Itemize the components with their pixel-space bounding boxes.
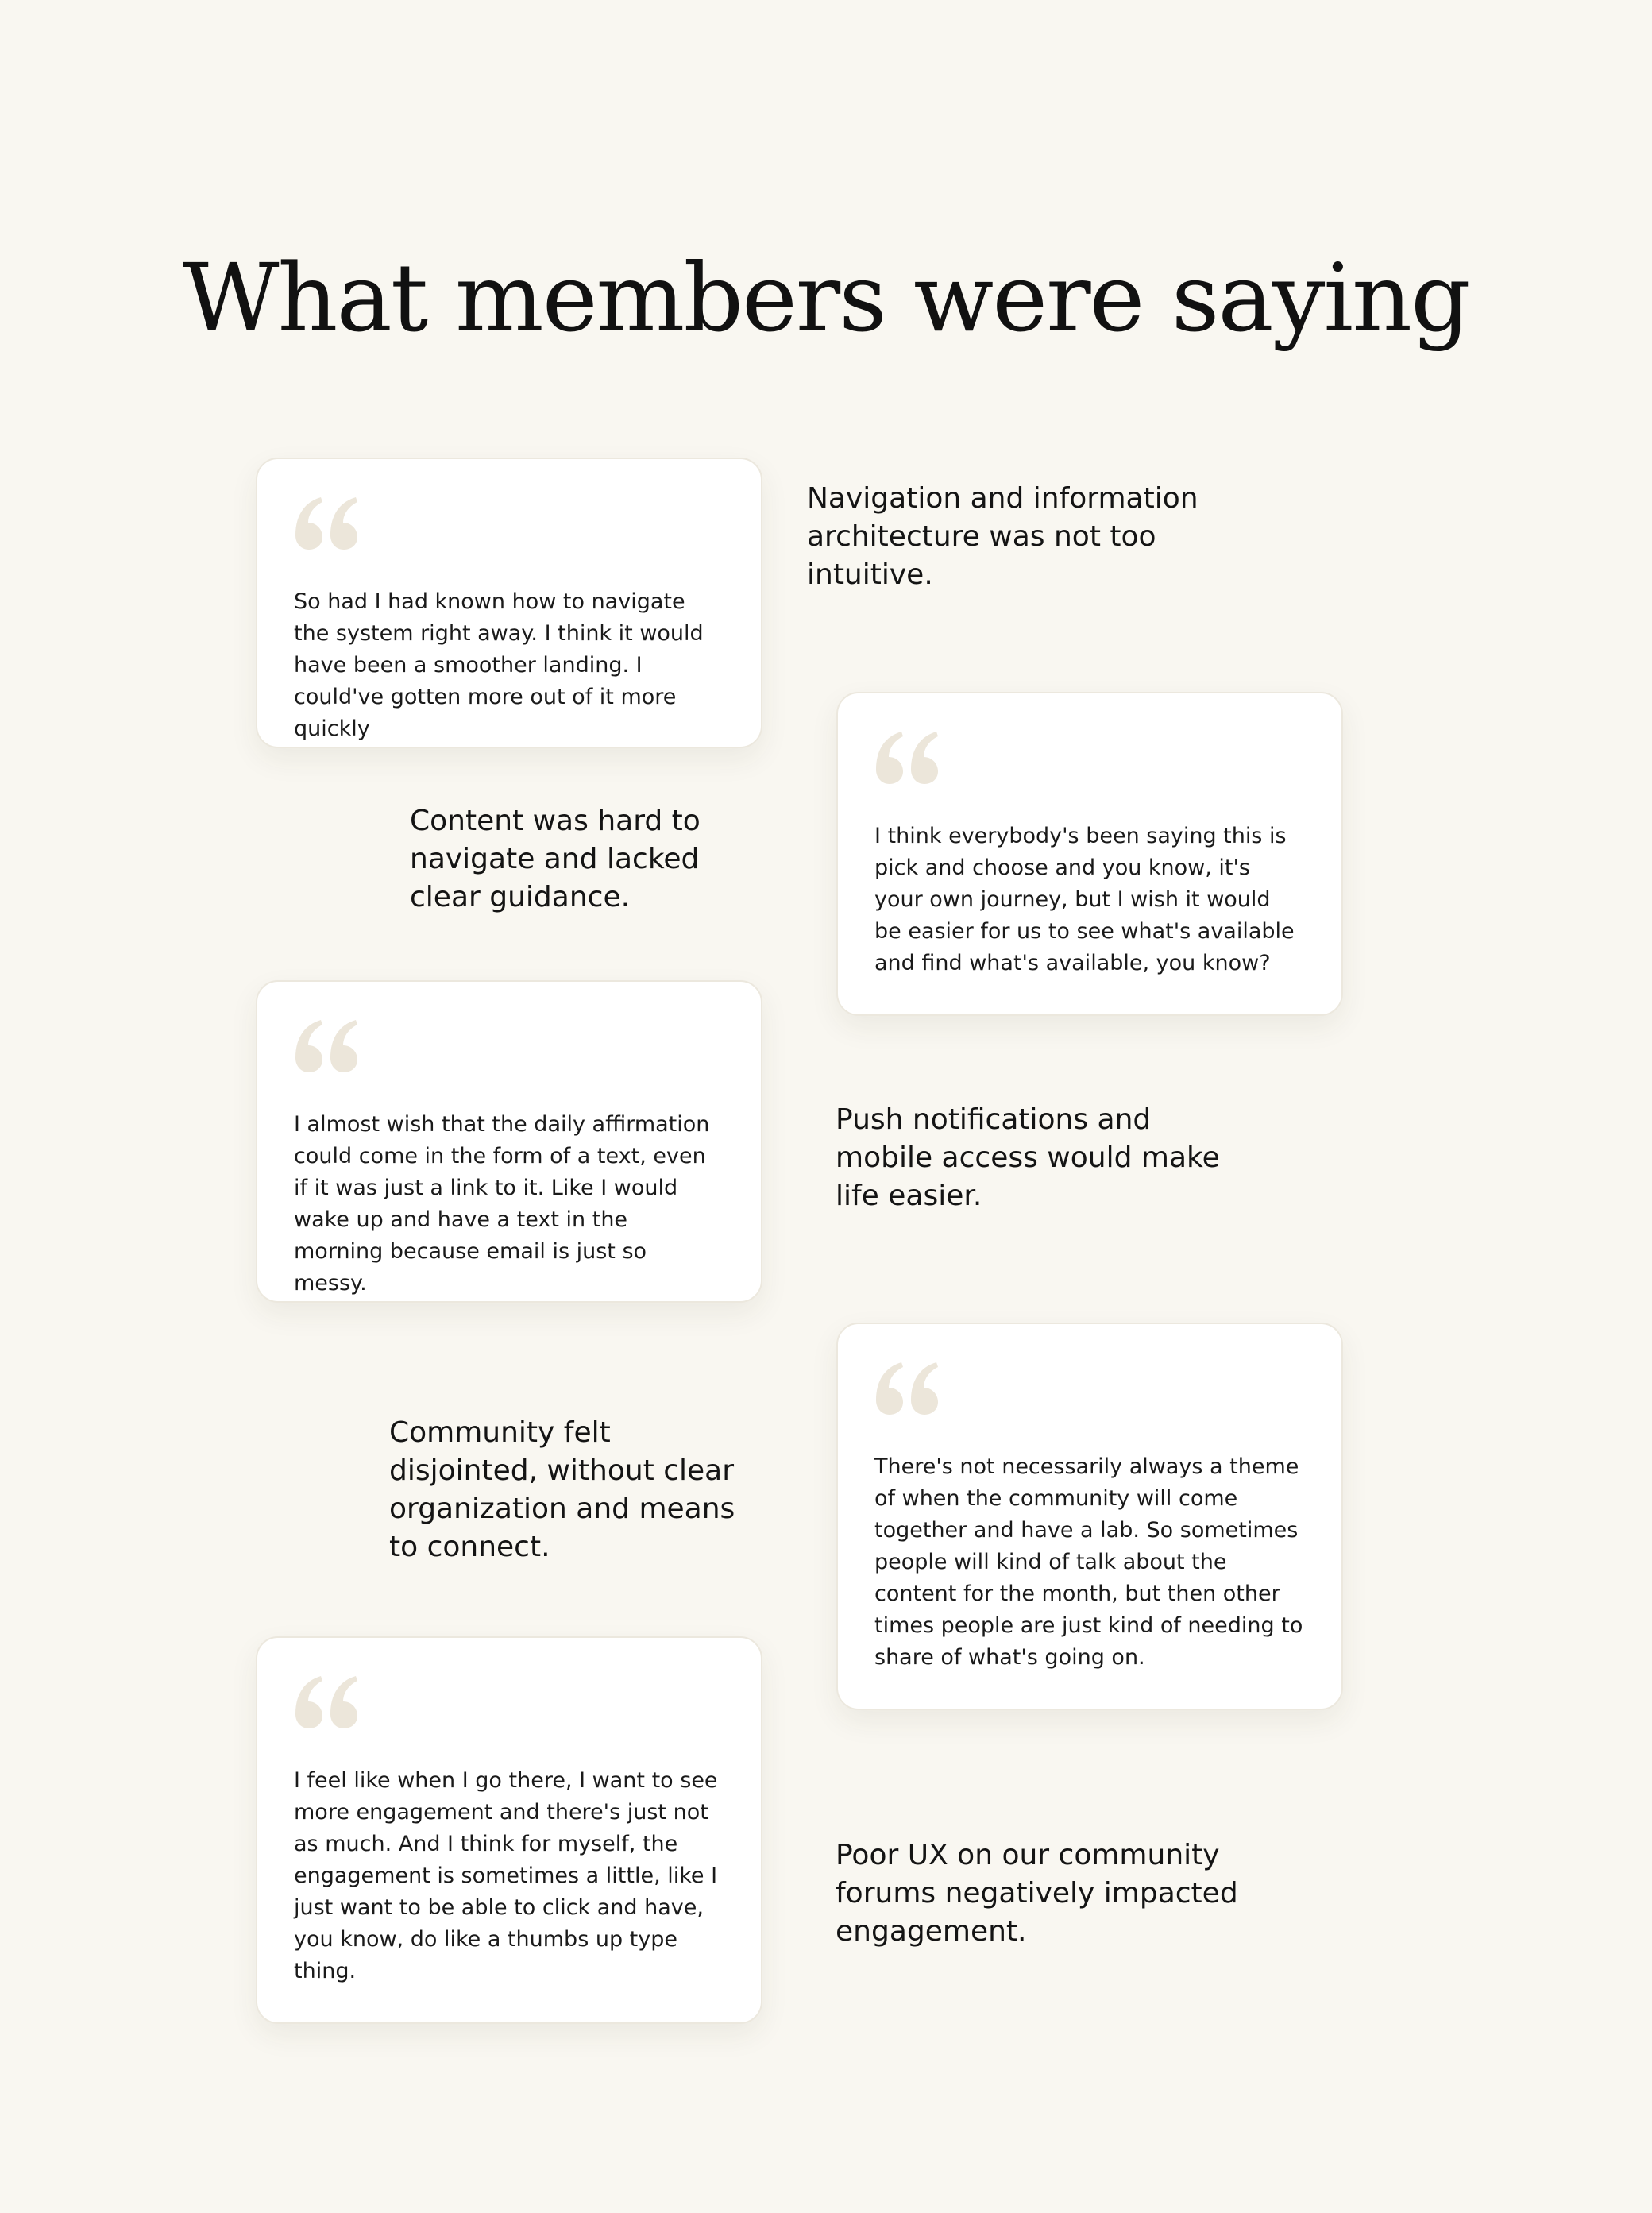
quote-card [256,458,762,748]
theme-statement: Content was hard to navigate and lacked clear guidance. [410,805,701,913]
theme-statement: Navigation and information architecture was not too intuitive. [807,482,1198,591]
quote-mark-icon [294,496,361,551]
quote-card [256,1636,762,2024]
quote-card [836,1323,1343,1710]
quote-mark-icon [874,1361,941,1416]
quote-mark-icon [294,1018,361,1074]
quote-mark-icon [874,730,941,786]
theme-statement: Push notifications and mobile access would make life easier. [836,1103,1220,1212]
quote-text: I think everybody's been saying this is pick and choose and you know, it's your own journey, but I wish it would be easier for us to see what's available and find what's available, you know? [874,824,1295,975]
quote-text: I almost wish that the daily affirmation could come in the form of a text, even if it was just a link to it. Like I would wake up and have a text in the morning because email is just so messy. [294,1112,710,1296]
quote-card [836,692,1343,1016]
page-title: What members were saying [183,243,1469,353]
theme-statement: Community felt disjointed, without clear organization and means to connect. [389,1416,735,1563]
quote-text: There's not necessarily always a theme of when the community will come together and have a lab. So sometimes people will kind of talk about the content for the month, but then other times people are just kind of needing to share of what's going on. [874,1454,1303,1670]
quote-mark-icon [294,1674,361,1730]
quote-text: I feel like when I go there, I want to see more engagement and there's just not as much. And I think for myself, the engagement is sometimes a little, like I just want to be able to click and have, you know, do like a thumbs up type thing. [294,1768,718,1983]
theme-statement: Poor UX on our community forums negatively impacted engagement. [836,1839,1238,1948]
quote-text: So had I had known how to navigate the system right away. I think it would have been a smoother landing. I could've gotten more out of it more quickly [294,589,704,741]
quote-card [256,980,762,1303]
